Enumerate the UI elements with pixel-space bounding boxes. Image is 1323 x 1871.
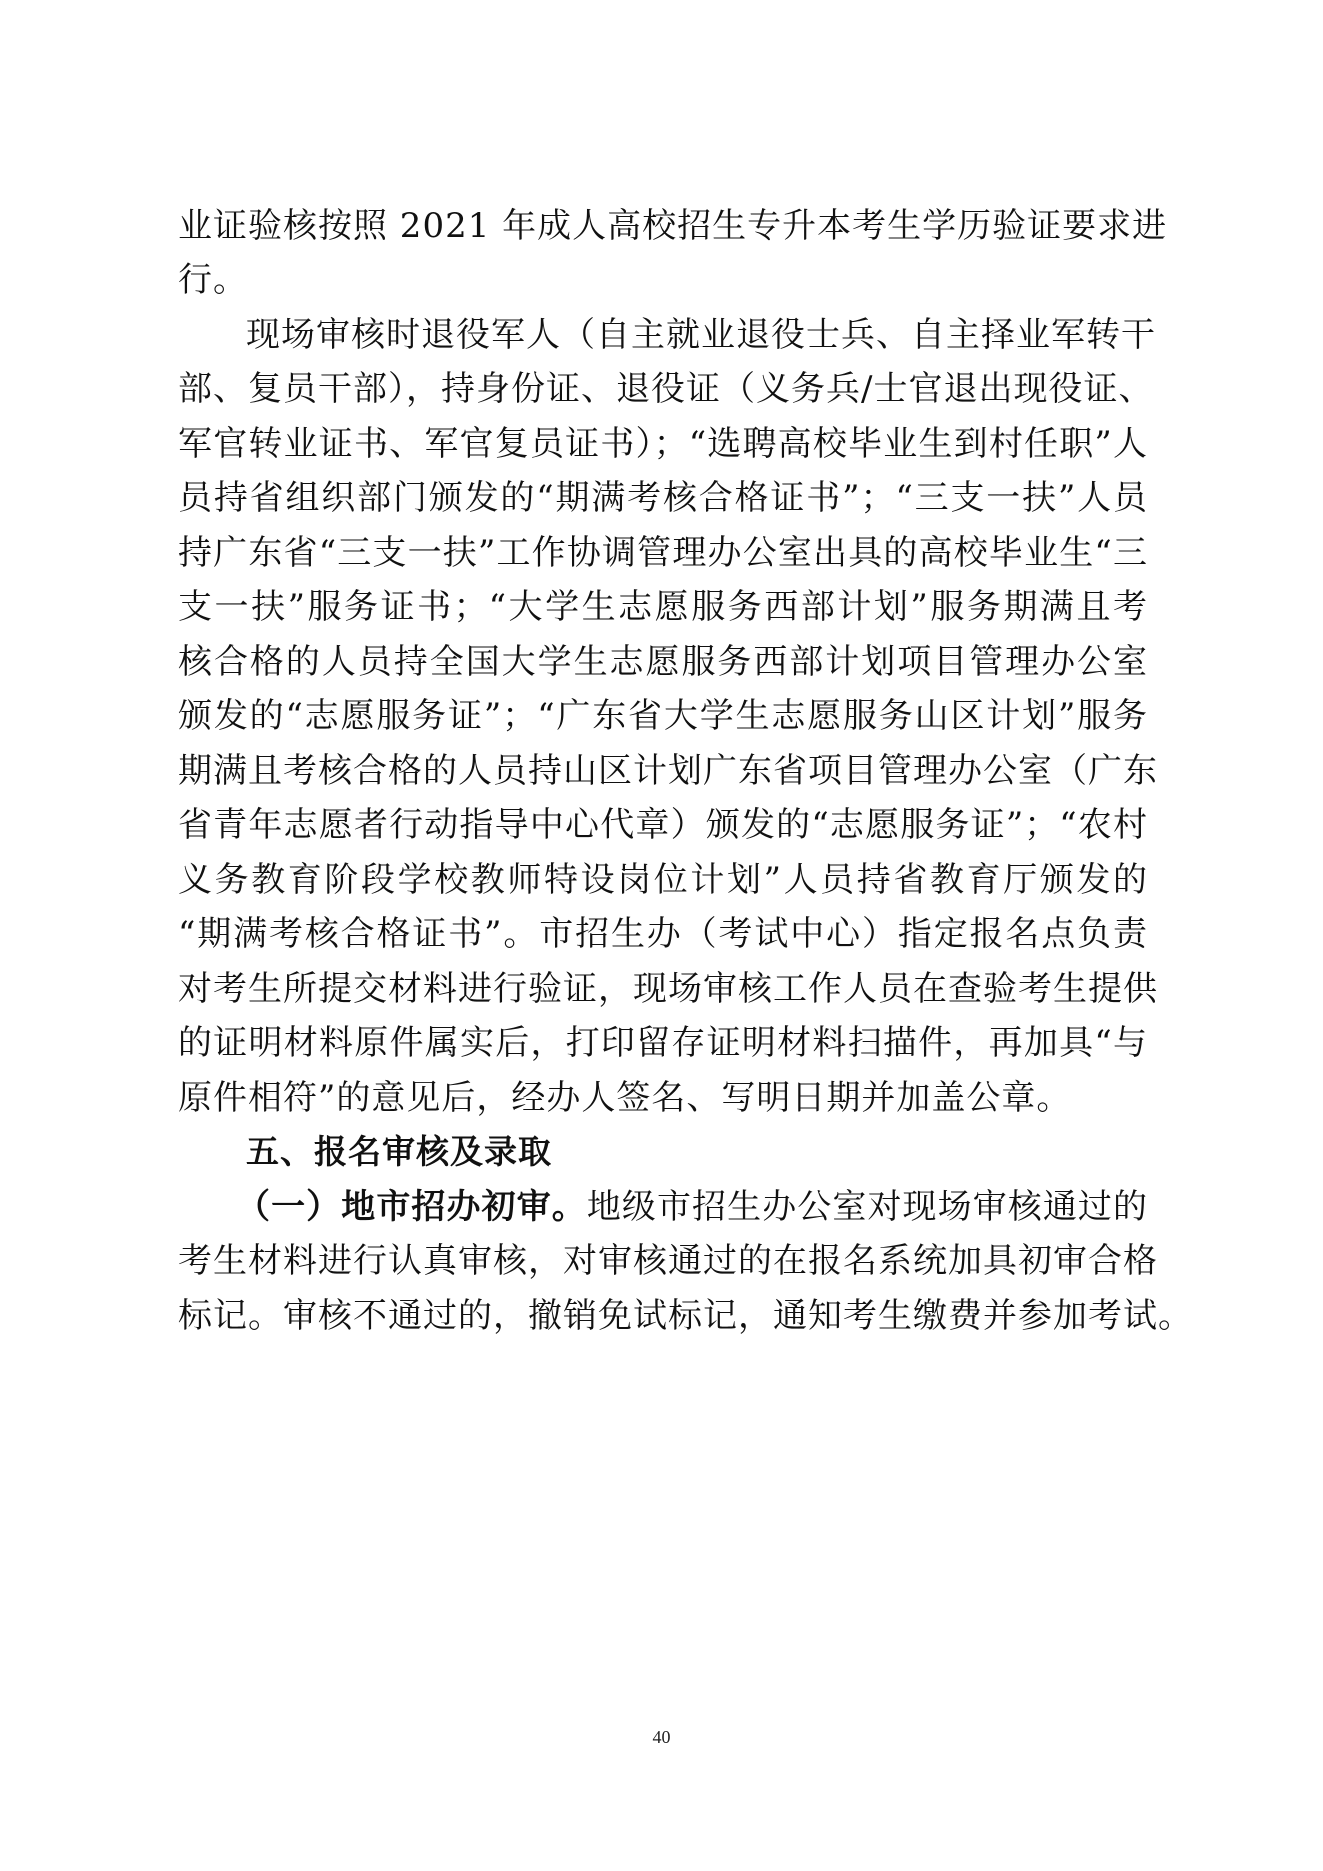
body-line: 的证明材料原件属实后，打印留存证明材料扫描件，再加具“与 [178,1023,1148,1063]
body-line: 业证验核按照 2021 年成人高校招生专升本考生学历验证要求进 [178,206,1168,246]
body-line: 标记。审核不通过的，撤销免试标记，通知考生缴费并参加考试。 [178,1296,1193,1336]
body-line: 省青年志愿者行动指导中心代章）颁发的“志愿服务证”；“农村 [178,805,1148,845]
body-line: 军官转业证书、军官复员证书）；“选聘高校毕业生到村任职”人 [178,424,1148,464]
body-line: 义务教育阶段学校教师特设岗位计划”人员持省教育厅颁发的 [178,860,1148,900]
body-line: 现场审核时退役军人（自主就业退役士兵、自主择业军转干 [246,315,1156,355]
body-line: 核合格的人员持全国大学生志愿服务西部计划项目管理办公室 [178,642,1148,682]
body-line: 员持省组织部门颁发的“期满考核合格证书”；“三支一扶”人员 [178,478,1148,518]
body-line: 持广东省“三支一扶”工作协调管理办公室出具的高校毕业生“三 [178,533,1148,573]
body-line: “期满考核合格证书”。市招生办（考试中心）指定报名点负责 [178,914,1148,954]
subsection-text: 地级市招生办公室对现场审核通过的 [586,1187,1149,1227]
body-line: 期满且考核合格的人员持山区计划广东省项目管理办公室（广东 [178,751,1158,791]
body-line: 支一扶”服务证书；“大学生志愿服务西部计划”服务期满且考 [178,587,1148,627]
body-line: 颁发的“志愿服务证”；“广东省大学生志愿服务山区计划”服务 [178,696,1148,736]
body-line: 行。 [178,260,248,300]
body-line: 考生材料进行认真审核，对审核通过的在报名系统加具初审合格 [178,1241,1158,1281]
body-line: 原件相符”的意见后，经办人签名、写明日期并加盖公章。 [178,1078,1072,1118]
subsection-label: （一）地市招办初审。 [236,1187,587,1227]
section-heading: 五、报名审核及录取 [246,1132,552,1171]
subsection-first-line [236,1182,1148,1232]
page-number: 40 [652,1727,671,1747]
body-line: 对考生所提交材料进行验证，现场审核工作人员在查验考生提供 [178,969,1158,1009]
body-line: 部、复员干部），持身份证、退役证（义务兵/士官退出现役证、 [178,369,1154,409]
